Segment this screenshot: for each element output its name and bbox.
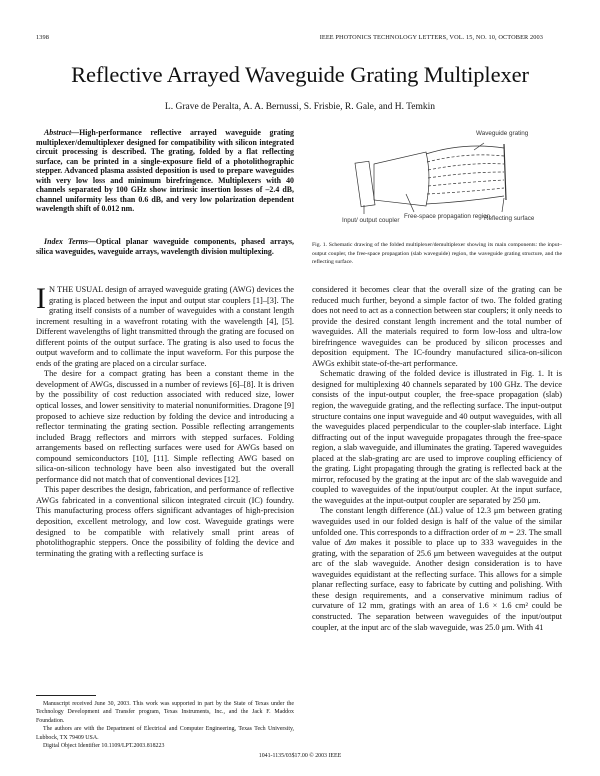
grating-waveguide <box>426 146 504 154</box>
journal-header: IEEE PHOTONICS TECHNOLOGY LETTERS, VOL. 15, NO. 10, OCTOBER 2003 <box>319 34 543 41</box>
text-run: The constant length difference (ΔL) value of 12.3 μm between grating waveguides used in our folded design is half of the value of the similar unfolded one. This corresponds to a diffraction order of <box>312 506 562 537</box>
index-terms-text: Optical planar waveguide components, phased arrays, silica waveguides, waveguide arrays, wavelength division multiplexing. <box>36 237 295 256</box>
text-run: makes it possible to place up to 333 waveguides in the grating, with the separation of 25.6 μm between waveguides at the output arc of the slab waveguide. Another design consideration is to have waveguides equidistant at the reflecting surface. This allows for a simple planar reflecting surface, easy to fabricate by cutting and polishing. With these design requirements, and a conservative minimum radius of curvature of 12 mm, gratings with an area of 1.6 × 1.6 cm² could be constructed. The separation between waveguides of the input/output coupler, at the input arc of the slab waveguide, was 25.0 μm. With 41 <box>312 538 562 632</box>
reflecting-surface-shape <box>504 144 506 200</box>
label-free-space: Free-space propagation region <box>404 213 491 220</box>
intro-paragraph <box>36 282 294 369</box>
io-coupler-shape <box>355 161 375 207</box>
drop-cap: I <box>36 282 46 315</box>
grating-waveguide <box>428 164 504 170</box>
abstract <box>36 128 294 214</box>
label-reflecting: Reflecting surface <box>484 215 534 222</box>
math-delta-m: Δm <box>345 538 357 548</box>
math-m: m = 23 <box>500 527 525 537</box>
grating-waveguide <box>426 196 504 204</box>
body-paragraph: This paper describes the design, fabrication, and performance of reflective AWGs fabricated in a conventional silicon integrated circuit (IC) foundry. This manufacturing process offers significant advantages of high-precision deposition, excellent metrology, and low cost. Waveguide gratings were designed to be compatible with relatively small print areas of photolithographic steppers. Once the possibility of folding the device and terminating the grating with a reflecting surface is <box>36 485 294 558</box>
footnote: The authors are with the Department of Electrical and Computer Engineering, Texas Tech University, Lubbock, TX 79409 USA. <box>36 726 294 741</box>
footnote: Manuscript received June 30, 2003. This work was supported in part by the State of Texas under the Technology Development and Transfer program, Texas Instruments, Inc., and the Jack F. Maddox Foundation. <box>36 701 294 724</box>
grating-waveguide <box>428 180 504 186</box>
body-paragraph: considered it becomes clear that the overall size of the grating can be reduced much further, beyond a simple factor of two. The folded grating does not need to act as a connection between star couplers; it only needs to provide the desired constant length increment and the total number of waveguides. All the materials required to form low-loss and ultra-low birefringence waveguides can be produced by silicon processes and deposition equipment. The IC-foundry manufactured silica-on-silicon AWGs exhibit state-of-the-art performance. <box>312 285 562 368</box>
footnotes <box>36 700 294 750</box>
leader-line <box>474 143 484 150</box>
body-paragraph: Schematic drawing of the folded device is illustrated in Fig. 1. It is designed for multiplexing 40 channels separated by 100 GHz. The device consists of the input-output coupler, the free-space propagation (slab) region, the waveguide grating, and the reflecting surface. The input-output structure contains one input waveguide and 40 output waveguides, with all the waveguides placed perpendicular to the coupler-slab interface. Light diffracting out of the input waveguide propagates through the free-space region, a slab waveguide, and illuminates the grating. Tapered waveguides placed at the slab-grating arc are used to improve coupling efficiency of the grating. Light propagating through the grating is reflected back at the mirror, refocused by the grating at the input arc of the slab waveguide and coupled to waveguides of the input/output coupler. At the input surface, the waveguides at the input-output coupler are separated by 250 μm. <box>312 369 562 505</box>
leader-line <box>406 194 414 212</box>
index-terms-label: Index Terms— <box>44 237 96 246</box>
body-paragraph <box>312 506 562 633</box>
right-column <box>312 285 562 633</box>
leader-line <box>502 198 504 212</box>
grating-waveguide <box>427 188 504 194</box>
grating-waveguide <box>428 172 504 178</box>
slab-region-shape <box>374 152 429 206</box>
label-waveguide-grating: Waveguide grating <box>476 130 529 137</box>
figure-schematic <box>334 128 534 230</box>
body-paragraph: The desire for a compact grating has been a constant theme in the development of AWGs, discussed in a number of reviews [6]–[8]. It is driven by the possibility of cost reduction associated with reduced size, lower optical losses, and lower sensitivity to material nonuniformities. Dragone [9] proposed to achieve size reduction by folding the device and introducing a reflector terminating the grating section. Possible reflecting arrangements included Bragg reflectors and mirrors with stepped surfaces. Folding arrangements based on reflecting surfaces were used for AWGs based on compound semiconductors [10], [11]. Simple reflecting AWG based on silica-on-silicon technology have been also investigated but the overall performance did not match that of conventional devices [12]. <box>36 369 294 484</box>
footnote-rule <box>36 695 96 696</box>
abstract-label: Abstract— <box>44 128 80 137</box>
grating-waveguide <box>427 155 504 162</box>
paper-title: Reflective Arrayed Waveguide Grating Multiplexer <box>71 62 529 87</box>
page-number: 1398 <box>36 34 49 41</box>
intro-text: N THE USUAL design of arrayed waveguide grating (AWG) devices the grating is placed between the input and output star couplers [1]–[3]. The grating itself consists of a number of waveguides with a constant length increment resulting in a wavefront rotating with the wavelength [4], [5]. Different wavelengths of light transmitted through the grating are focused on different points of the output surface. The grating is also used to focus the output waveform and to collimate the input waveform. For this purpose the ends of the grating are placed on a circular surface. <box>36 285 294 368</box>
text-run: . The small value of <box>312 527 562 548</box>
index-terms <box>36 237 294 256</box>
copyright-footer: 1041-1135/03$17.00 © 2003 IEEE <box>258 753 342 759</box>
footnote: Digital Object Identifier 10.1109/LPT.2003.818223 <box>43 743 165 750</box>
author-list: L. Grave de Peralta, A. A. Bernussi, S. Frisbie, R. Gale, and H. Temkin <box>164 102 436 112</box>
label-io-coupler: Input/ output coupler <box>342 217 400 224</box>
abstract-text: High-performance reflective arrayed waveguide grating multiplexer/demultiplexer designed for compatibility with silicon integrated circuit processing is described. The grating, folded by a flat reflecting surface, can be printed in a single-exposure field of a photolithographic stepper. Advanced plasma assisted deposition is used to prepare waveguides with very low loss and minimum birefringence. Multiplexers with 40 channels separated by 100 GHz show intrinsic insertion losses of –2.4 dB, channel uniformity less than 0.6 dB, and very low polarization dependent wavelength shift of 0.012 nm. <box>36 128 294 214</box>
figure-caption: Fig. 1. Schematic drawing of the folded multiplexer/demultiplexer showing its main components: the input–output coupler, the free-space propagation (slab waveguide) region, the waveguide grating structure, and the reflecting surface. <box>312 242 562 266</box>
